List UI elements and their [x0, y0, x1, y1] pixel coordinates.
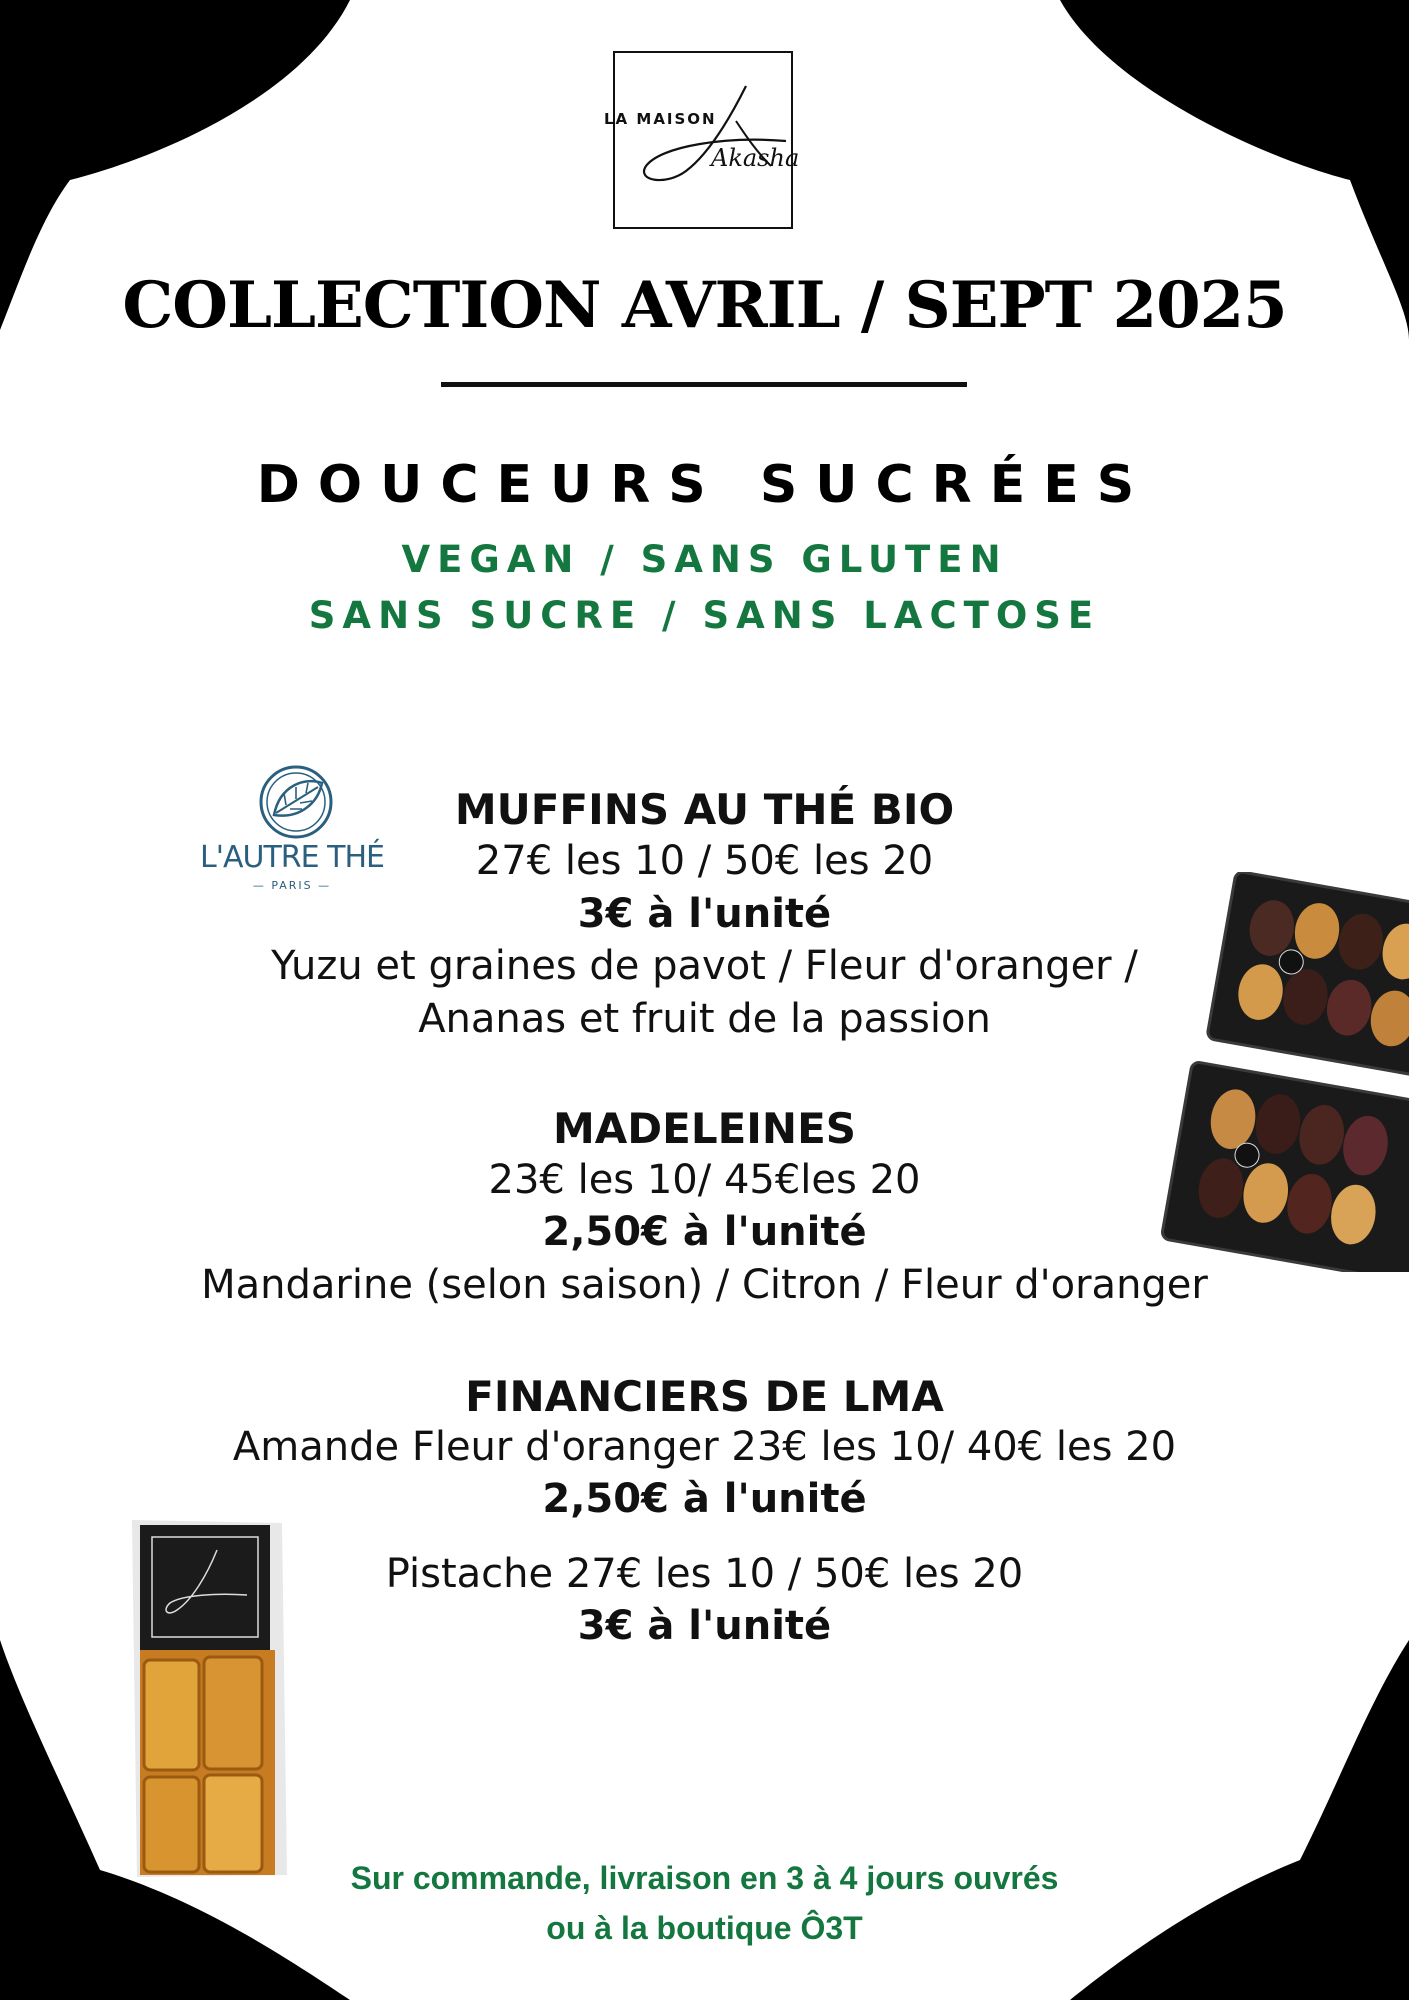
partner-name: L'AUTRE THÉ	[200, 840, 384, 875]
madeleines-flavors: Mandarine (selon saison) / Citron / Fleur d'oranger	[201, 1262, 1208, 1308]
title-divider	[441, 382, 967, 387]
diet-line-1: VEGAN / SANS GLUTEN	[401, 538, 1008, 581]
financiers-unit-price: 2,50€ à l'unité	[542, 1476, 867, 1522]
section-subtitle: DOUCEURS SUCRÉES	[256, 455, 1153, 515]
muffins-heading: MUFFINS AU THÉ BIO	[454, 785, 955, 834]
madeleine-boxes-photo	[1152, 872, 1409, 1272]
footer-shop-info: ou à la boutique Ô3T	[546, 1910, 863, 1946]
financiers-heading: FINANCIERS DE LMA	[465, 1372, 944, 1421]
madeleines-heading: MADELEINES	[552, 1104, 857, 1153]
muffins-flavors-2: Ananas et fruit de la passion	[418, 996, 991, 1042]
diet-line-2: SANS SUCRE / SANS LACTOSE	[308, 594, 1101, 637]
collection-title: COLLECTION AVRIL / SEPT 2025	[122, 268, 1287, 343]
brand-logo-script	[616, 66, 806, 206]
footer-delivery-info: Sur commande, livraison en 3 à 4 jours ouvrés	[350, 1860, 1059, 1896]
svg-text:Akasha: Akasha	[711, 144, 800, 172]
partner-city: — PARIS —	[252, 879, 332, 892]
muffins-flavors-1: Yuzu et graines de pavot / Fleur d'oranger /	[271, 943, 1138, 989]
financiers-pistache-unit-price: 3€ à l'unité	[577, 1603, 832, 1649]
financiers-pistache-price: Pistache 27€ les 10 / 50€ les 20	[385, 1551, 1024, 1597]
financiers-bag-photo	[122, 1515, 292, 1880]
financiers-price: Amande Fleur d'oranger 23€ les 10/ 40€ les 20	[232, 1424, 1177, 1470]
muffins-unit-price: 3€ à l'unité	[577, 891, 832, 937]
madeleines-unit-price: 2,50€ à l'unité	[542, 1209, 867, 1255]
muffins-price: 27€ les 10 / 50€ les 20	[475, 838, 934, 884]
brand-logo-small-text: LA MAISON	[604, 110, 717, 128]
madeleines-price: 23€ les 10/ 45€les 20	[488, 1157, 921, 1203]
